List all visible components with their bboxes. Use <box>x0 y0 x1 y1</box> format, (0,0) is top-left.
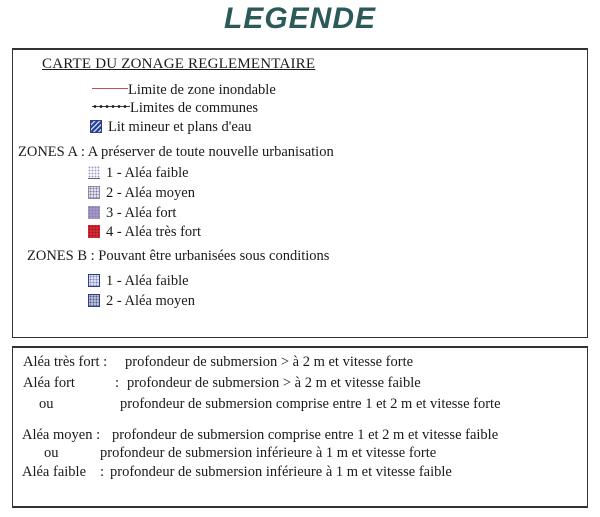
blue-bordered-dotted-swatch-icon <box>88 294 100 307</box>
definition-term: Aléa fort <box>23 375 75 391</box>
zone-b-item-moyen <box>88 293 195 309</box>
definition-separator: : <box>115 375 120 391</box>
hatched-blue-swatch-icon <box>90 120 102 133</box>
definition-term: ou <box>39 396 54 412</box>
definition-term: Aléa faible <box>22 464 87 480</box>
legend-title: LEGENDE <box>223 2 377 35</box>
legend-item-label: 3 - Aléa fort <box>106 205 177 221</box>
definition-text: profondeur de submersion comprise entre 1 et 2 m et vitesse faible <box>112 427 499 443</box>
definition-text: profondeur de submersion > à 2 m et vitesse forte <box>125 354 414 370</box>
zone-a-item-faible <box>88 165 189 181</box>
definition-term: ou <box>44 445 59 461</box>
zone-a-item-moyen <box>88 185 195 201</box>
definition-text: profondeur de submersion > à 2 m et vitesse faible <box>127 375 421 391</box>
blue-bordered-light-swatch-icon <box>88 274 100 287</box>
definition-term: Aléa moyen : <box>22 427 101 443</box>
zone-b-item-faible <box>88 273 189 289</box>
zone-a-item-tres-fort <box>88 224 201 240</box>
definition-separator: : <box>100 464 105 480</box>
legend-item-label: 4 - Aléa très fort <box>106 224 202 240</box>
definition-text: profondeur de submersion inférieure à 1 m et vitesse faible <box>110 464 452 480</box>
zones-b-heading: ZONES B : Pouvant être urbanisées sous conditions <box>27 248 330 264</box>
legend-item-label: 2 - Aléa moyen <box>106 185 195 201</box>
legend-item-label: Limite de zone inondable <box>128 82 276 98</box>
red-line-icon <box>92 88 128 89</box>
legend-item-label: Lit mineur et plans d'eau <box>108 119 252 135</box>
definition-text: profondeur de submersion comprise entre 1 et 2 m et vitesse forte <box>120 396 501 412</box>
definition-term: Aléa très fort : <box>23 354 108 370</box>
legend-item-label: 2 - Aléa moyen <box>106 293 195 309</box>
dotted-line-icon <box>92 104 130 110</box>
grey-dotted-swatch-icon <box>88 186 100 199</box>
definition-text: profondeur de submersion inférieure à 1 m et vitesse forte <box>100 445 437 461</box>
map-legend-subtitle: CARTE DU ZONAGE REGLEMENTAIRE <box>42 56 316 72</box>
red-swatch-icon <box>88 225 100 238</box>
legend-item-label: 1 - Aléa faible <box>106 273 189 289</box>
purple-swatch-icon <box>88 206 100 219</box>
zones-a-heading: ZONES A : A préserver de toute nouvelle urbanisation <box>18 144 334 160</box>
zone-a-item-fort <box>88 205 176 221</box>
legend-item-flood-limit <box>92 82 276 98</box>
light-dotted-swatch-icon <box>88 166 100 179</box>
legend-item-commune-limits <box>92 100 258 116</box>
definition-row <box>23 354 107 370</box>
legend-item-label: 1 - Aléa faible <box>106 165 189 181</box>
legend-item-lit-mineur <box>90 119 252 135</box>
legend-item-label: Limites de communes <box>130 100 259 116</box>
